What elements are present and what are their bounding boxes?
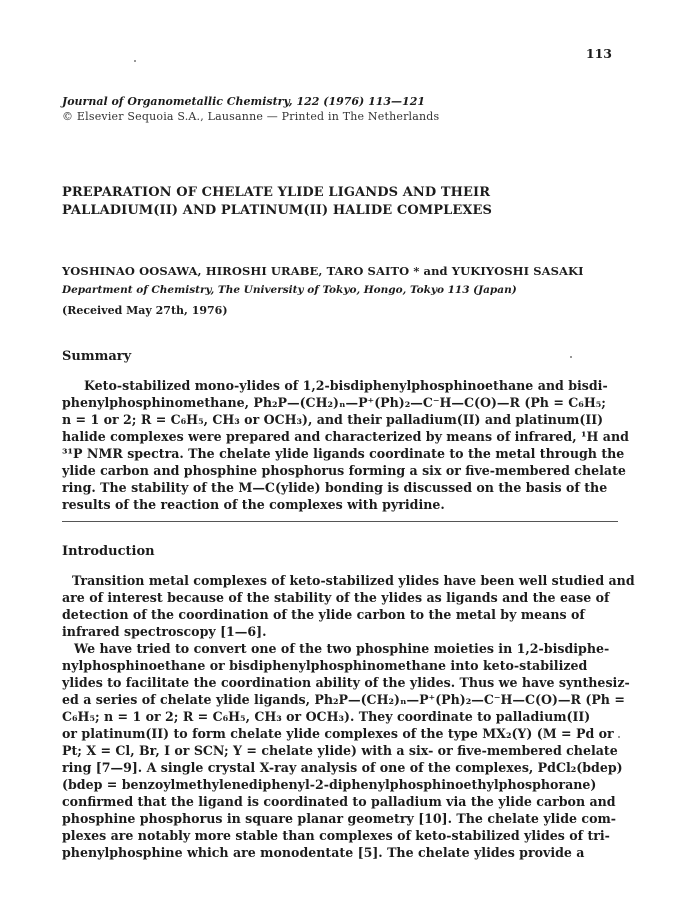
intro-line: Pt; X = Cl, Br, I or SCN; Y = chelate ylide) with a six- or five-membered chelate [62,743,618,758]
title-line-1: PREPARATION OF CHELATE YLIDE LIGANDS AND THEIR [62,185,491,200]
intro-line: confirmed that the ligand is coordinated to palladium via the ylide carbon and [62,794,616,809]
title-line-2: PALLADIUM(II) AND PLATINUM(II) HALIDE COMPLEXES [62,203,493,218]
summary-body [62,377,629,513]
intro-line: infrared spectroscopy [1—6]. [62,624,267,639]
intro-line: C₆H₅; n = 1 or 2; R = C₆H₅, CH₃ or OCH₃). They coordinate to palladium(II) [62,709,591,724]
intro-line: nylphosphinoethane or bisdiphenylphosphinomethane into keto-stabilized [62,658,588,673]
corresponding-asterisk: * [409,264,424,278]
summary-line: n = 1 or 2; R = C₆H₅, CH₃ or OCH₃), and their palladium(II) and platinum(II) [62,412,604,427]
affiliation: Department of Chemistry, The University of Tokyo, Hongo, Tokyo 113 (Japan) [62,284,517,296]
received-date: (Received May 27th, 1976) [62,304,228,317]
intro-line: phenylphosphine which are monodentate [5]. The chelate ylides provide a [62,845,585,860]
summary-line: results of the reaction of the complexes with pyridine. [62,497,445,512]
copyright-line: © Elsevier Sequoia S.A., Lausanne — Printed in The Netherlands [62,110,440,123]
intro-line: or platinum(II) to form chelate ylide complexes of the type MX₂(Y) (M = Pd or [62,726,614,741]
author-list [62,264,622,278]
summary-line: ³¹P NMR spectra. The chelate ylide ligands coordinate to the metal through the [62,446,625,461]
author-last: YUKIYOSHI SASAKI [447,264,584,278]
introduction-heading: Introduction [62,544,155,559]
intro-line: (bdep = benzoylmethylenediphenyl-2-diphenylphosphinoethylphosphorane) [62,777,597,792]
intro-line: are of interest because of the stability of the ylides as ligands and the ease of [62,590,610,605]
intro-line: phosphine phosphorus in square planar geometry [10]. The chelate ylide com- [62,811,617,826]
intro-line: Transition metal complexes of keto-stabilized ylides have been well studied and [72,573,635,588]
intro-line: ylides to facilitate the coordination ability of the ylides. Thus we have synthesiz- [62,675,630,690]
page-number: 113 [585,46,612,61]
intro-line: detection of the coordination of the ylide carbon to the metal by means of [62,607,585,622]
intro-line: ed a series of chelate ylide ligands, Ph₂P—(CH₂)ₙ—P⁺(Ph)₂—C⁻H—C(O)—R (Ph = [62,692,625,707]
journal-line: Journal of Organometallic Chemistry, 122 (1976) 113—121 [62,95,426,108]
journal-citation [62,94,622,124]
summary-line: ring. The stability of the M—C(ylide) bonding is discussed on the basis of the [62,480,608,495]
author-conjunction: and [423,264,448,278]
introduction-body [62,572,635,861]
summary-line: ylide carbon and phosphine phosphorus forming a six or five-membered chelate [62,463,626,478]
summary-line: phenylphosphinomethane, Ph₂P—(CH₂)ₙ—P⁺(Ph)₂—C⁻H—C(O)—R (Ph = C₆H₅; [62,395,606,410]
summary-heading: Summary [62,349,132,364]
summary-line: halide complexes were prepared and characterized by means of infrared, ¹H and [62,429,629,444]
scan-speck [570,356,572,358]
summary-line: Keto-stabilized mono-ylides of 1,2-bisdiphenylphosphinoethane and bisdi- [84,378,608,393]
section-divider [62,521,618,522]
intro-line: plexes are notably more stable than complexes of keto-stabilized ylides of tri- [62,828,610,843]
intro-line: We have tried to convert one of the two phosphine moieties in 1,2-bisdiphe- [74,641,610,656]
intro-line: ring [7—9]. A single crystal X-ray analysis of one of the complexes, PdCl₂(bdep) [62,760,623,775]
scan-speck [618,736,620,738]
paper-title [62,184,622,220]
scan-speck [134,60,136,62]
author-names: YOSHINAO OOSAWA, HIROSHI URABE, TARO SAITO [62,264,410,278]
